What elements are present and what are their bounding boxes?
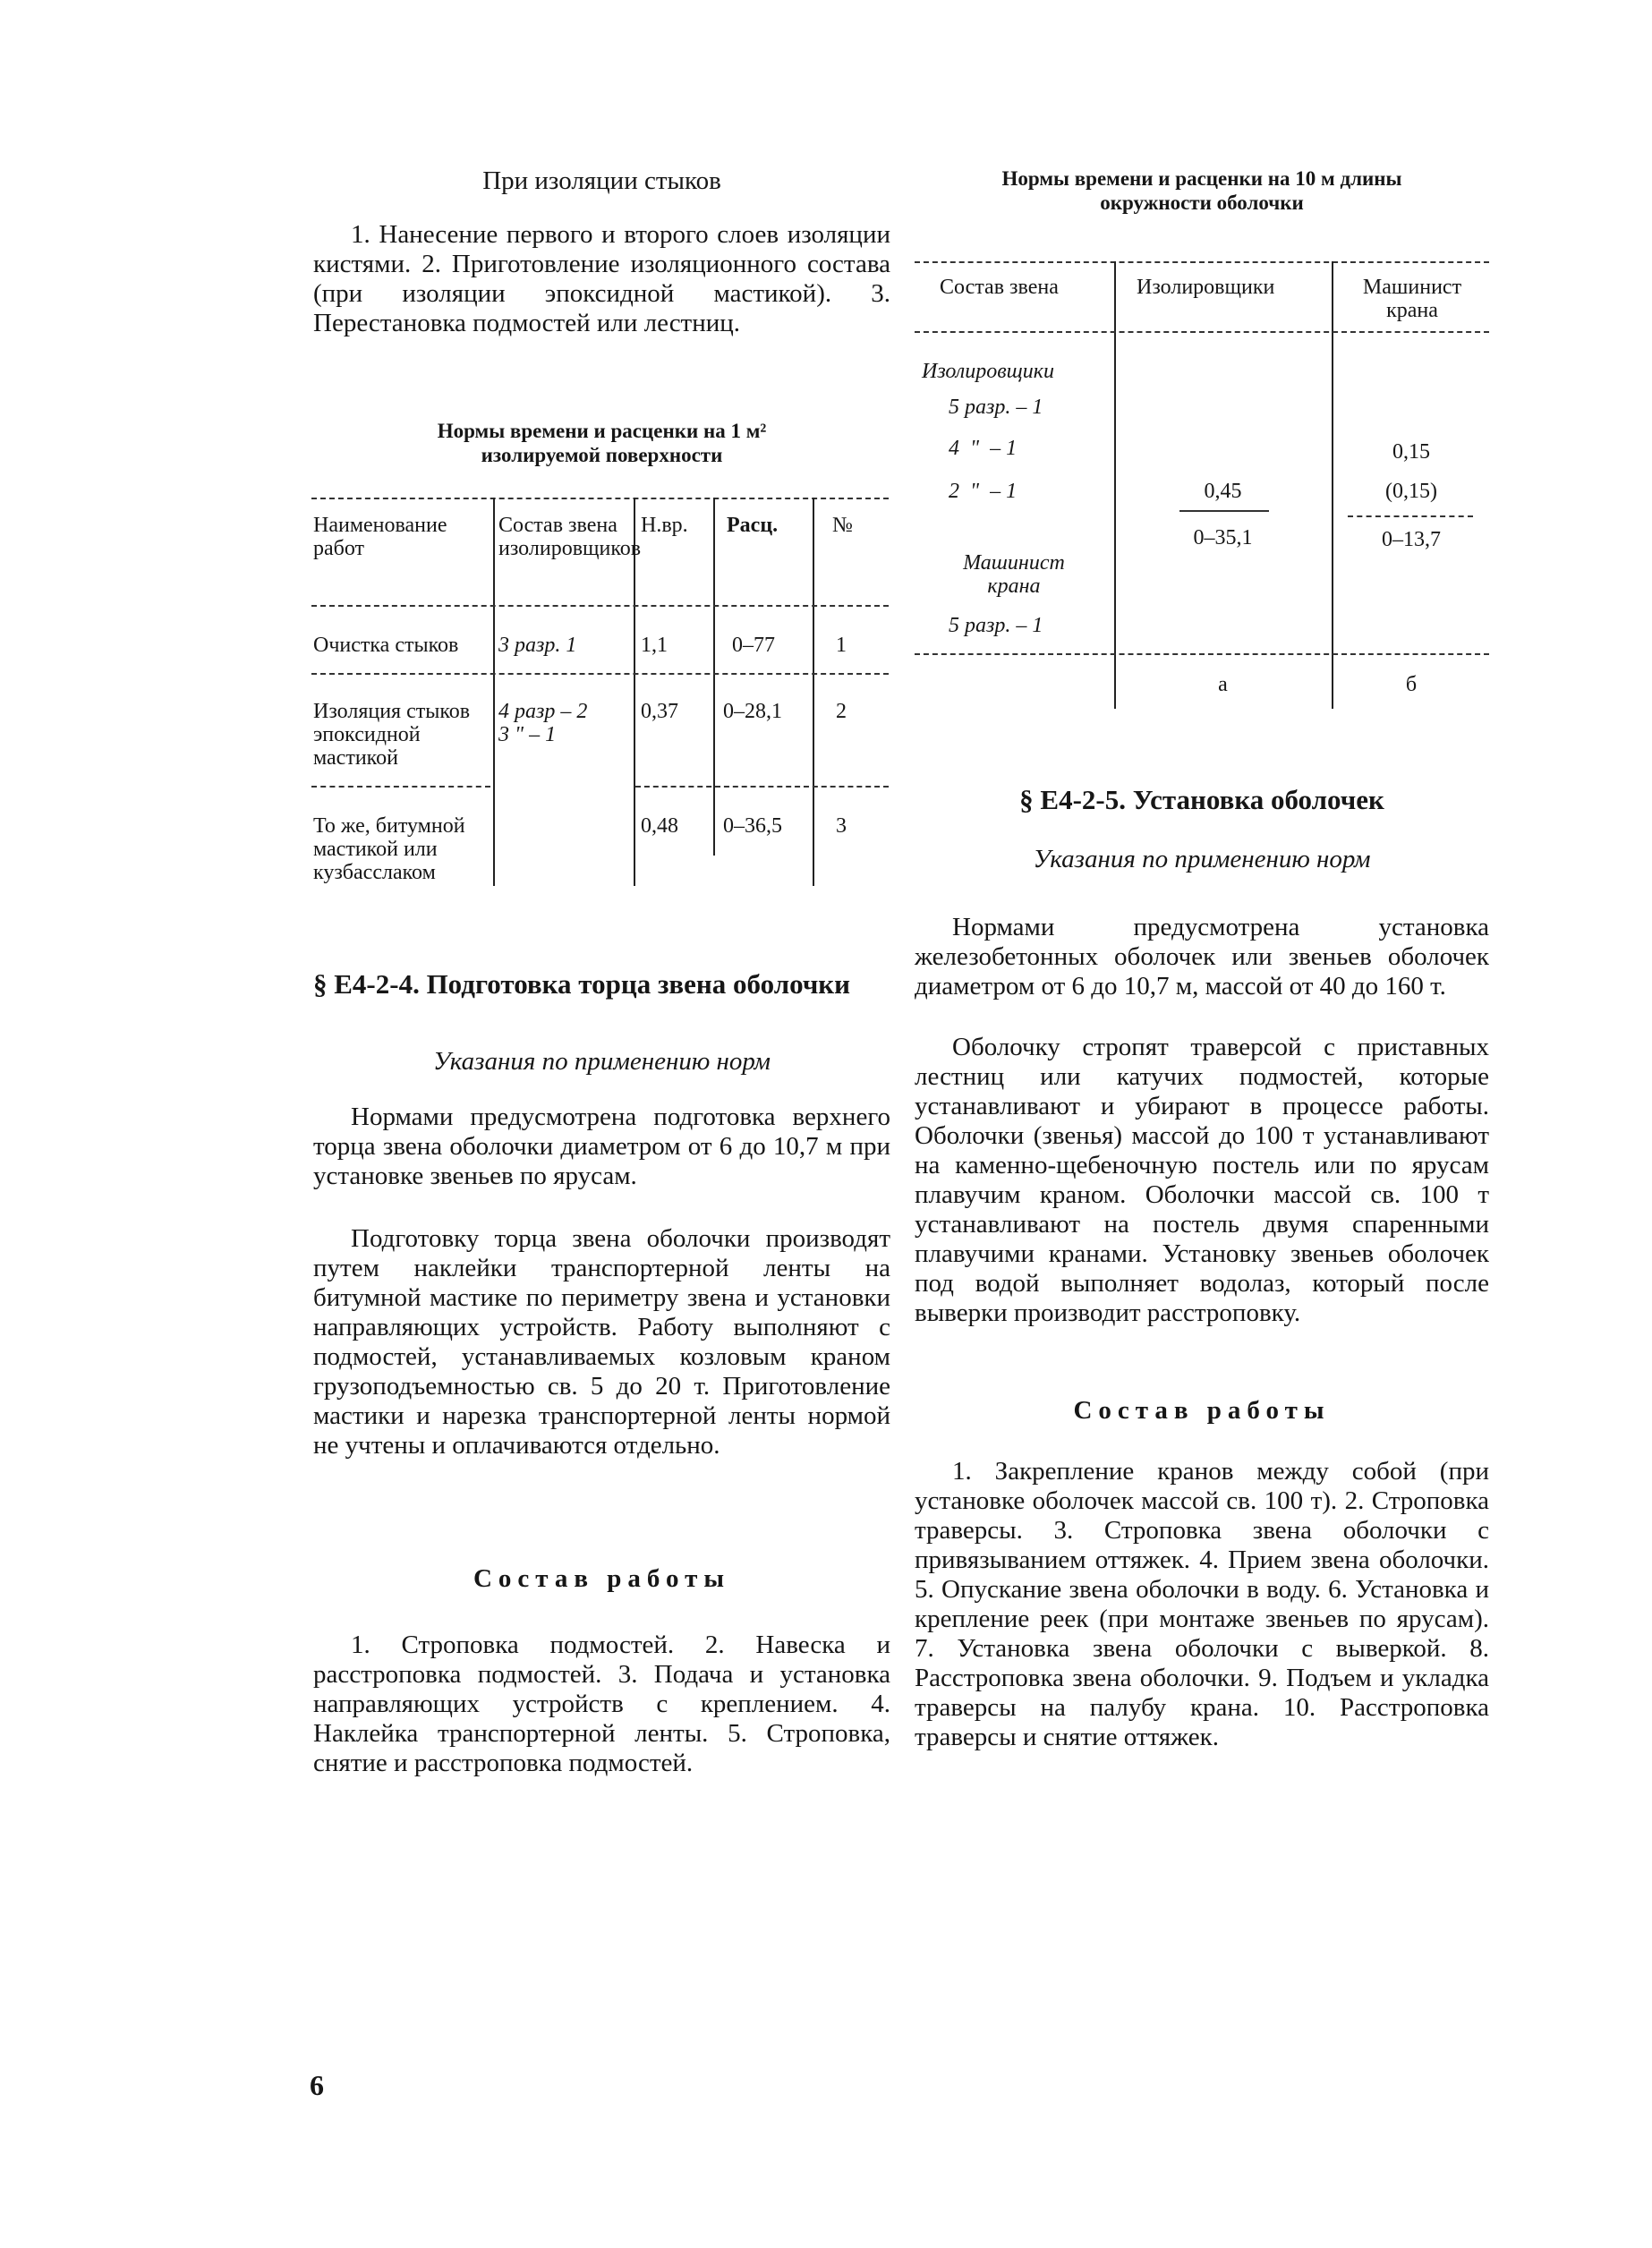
row-no: 2 bbox=[836, 700, 847, 723]
row-crew: 4 разр – 2 3 " – 1 bbox=[498, 700, 588, 746]
instructions-heading-left: Указания по применению норм bbox=[433, 1047, 771, 1076]
table2-header-crane: Машинист крана bbox=[1362, 276, 1462, 322]
table1-header-name: Наименование работ bbox=[313, 514, 447, 560]
row-rate: 0–36,5 bbox=[723, 814, 782, 838]
crew-line: 4 " – 1 bbox=[949, 437, 1018, 460]
table2-bottom-rule bbox=[915, 653, 1489, 655]
crew-line: крана bbox=[987, 575, 1041, 598]
table1-vline bbox=[493, 498, 495, 886]
row-rate: 0–28,1 bbox=[723, 700, 782, 723]
row-name: Очистка стыков bbox=[313, 634, 459, 657]
row-name: Изоляция стыков эпоксидной мастикой bbox=[313, 700, 471, 770]
crane-norm: 0,15 bbox=[1392, 440, 1430, 464]
instructions-paragraph-2-right: Оболочку стропят траверсой с приставных лестниц или катучих подмостей, которые устанавливают и убирают в процессе работы. Оболочки (звенья) массой до 100 т устанавливают на каменно-щебеночную постель или по ярусам плавучим краном. Оболочки массой св. 100 т устанавливают на постель двумя спаренными плавучими кранами. Установку звеньев оболочек под водой выполняет водолаз, который после выверки производит расстроповку. bbox=[915, 1033, 1489, 1327]
joints-heading: При изоляции стыков bbox=[482, 166, 721, 195]
crane-norm-paren: (0,15) bbox=[1385, 480, 1437, 503]
fraction-bar bbox=[1179, 510, 1269, 512]
table1-top-rule bbox=[311, 498, 889, 499]
insulators-norm: 0,45 bbox=[1204, 480, 1242, 503]
instructions-paragraph-1-right: Нормами предусмотрена установка железобетонных оболочек или звеньев оболочек диаметром от 6 до 10,7 м, массой от 40 до 160 т. bbox=[915, 913, 1489, 1001]
column-label-b: б bbox=[1405, 673, 1418, 696]
row-no: 3 bbox=[836, 814, 847, 838]
table1-header-nvr: Н.вр. bbox=[641, 514, 688, 537]
table1-vline bbox=[713, 498, 715, 856]
table2-header-rule bbox=[915, 331, 1489, 333]
fraction-bar bbox=[1348, 515, 1473, 517]
table1-caption-line1: Нормы времени и расценки на 1 м² bbox=[437, 420, 767, 442]
table1-vline bbox=[813, 498, 814, 886]
row-nvr: 0,37 bbox=[641, 700, 678, 723]
insulators-rate: 0–35,1 bbox=[1193, 526, 1253, 549]
table1-row-rule bbox=[635, 786, 889, 788]
table1-header-crew: Состав звена изолировщиков bbox=[498, 514, 642, 560]
table2-caption bbox=[915, 166, 1489, 215]
joints-text: 1. Нанесение первого и второго слоев изоляции кистями. 2. Приготовление изоляционного состава (при изоляции эпоксидной мастикой). 3. Перестановка подмостей или лестниц. bbox=[313, 220, 890, 337]
table1-row-rule bbox=[311, 786, 490, 788]
table2-top-rule bbox=[915, 261, 1489, 263]
instructions-heading-right: Указания по применению норм bbox=[1033, 845, 1371, 873]
instructions-paragraph-2-left: Подготовку торца звена оболочки производят путем наклейки транспортерной ленты на битумной мастике по периметру звена и установки направляющих устройств. Работу выполняют с подмостей, устанавливаемых козловым краном грузоподъемностью св. 5 до 20 т. Приготовление мастики и нарезка транспортерной ленты нормой не учтены и оплачиваются отдельно. bbox=[313, 1224, 890, 1460]
table1-header-rule bbox=[311, 605, 889, 607]
table1-header-no: № bbox=[832, 514, 853, 537]
work-heading-left: Состав работы bbox=[473, 1564, 731, 1593]
row-no: 1 bbox=[836, 634, 847, 657]
table2-header-insulators: Изолировщики bbox=[1137, 276, 1275, 299]
crew-line: Изолировщики bbox=[922, 360, 1055, 383]
row-nvr: 1,1 bbox=[641, 634, 668, 657]
row-nvr: 0,48 bbox=[641, 814, 678, 838]
section-title-e424: § Е4-2-4. Подготовка торца звена оболочки bbox=[313, 968, 851, 1000]
table2-caption-line2: окружности оболочки bbox=[1100, 192, 1304, 214]
work-text-left: 1. Строповка подмостей. 2. Навеска и расстроповка подмостей. 3. Подача и установка направляющих устройств с креплением. 4. Наклейка транспортерной ленты. 5. Строповка, снятие и расстроповка подмостей. bbox=[313, 1631, 890, 1777]
page-number: 6 bbox=[310, 2069, 324, 2101]
crew-line: 5 разр. – 1 bbox=[949, 396, 1043, 419]
crew-line: Машинист bbox=[963, 551, 1065, 575]
instructions-paragraph-1-left: Нормами предусмотрена подготовка верхнего торца звена оболочки диаметром от 6 до 10,7 м при установке звеньев по ярусам. bbox=[313, 1103, 890, 1190]
table1-caption-line2: изолируемой поверхности bbox=[481, 444, 723, 466]
crew-line: 5 разр. – 1 bbox=[949, 614, 1043, 637]
crew-line: 2 " – 1 bbox=[949, 480, 1018, 503]
table2-header-crew: Состав звена bbox=[940, 276, 1059, 299]
section-title-e425: § Е4-2-5. Установка оболочек bbox=[1019, 784, 1384, 815]
table1-row-rule bbox=[311, 673, 889, 675]
work-heading-right: Состав работы bbox=[1073, 1396, 1331, 1425]
table2-caption-line1: Нормы времени и расценки на 10 м длины bbox=[1001, 167, 1402, 190]
column-label-a: а bbox=[1218, 673, 1228, 696]
work-text-right: 1. Закрепление кранов между собой (при установке оболочек массой св. 100 т). 2. Строповка траверсы. 3. Строповка звена оболочки с привязыванием оттяжек. 4. Прием звена оболочки. 5. Опускание звена оболочки в воду. 6. Установка и крепление реек (при монтаже звеньев по ярусам). 7. Установка звена оболочки с выверкой. 8. Расстроповка звена оболочки. 9. Подъем и укладка траверсы на палубу крана. 10. Расстроповка траверсы и снятие оттяжек. bbox=[915, 1457, 1489, 1751]
row-name: То же, битумной мастикой или кузбасслаком bbox=[313, 814, 465, 884]
table1-caption bbox=[313, 419, 890, 467]
crane-rate: 0–13,7 bbox=[1382, 528, 1441, 551]
row-rate: 0–77 bbox=[732, 634, 775, 657]
row-crew: 3 разр. 1 bbox=[498, 634, 577, 657]
table1-header-rate: Расц. bbox=[727, 514, 779, 537]
